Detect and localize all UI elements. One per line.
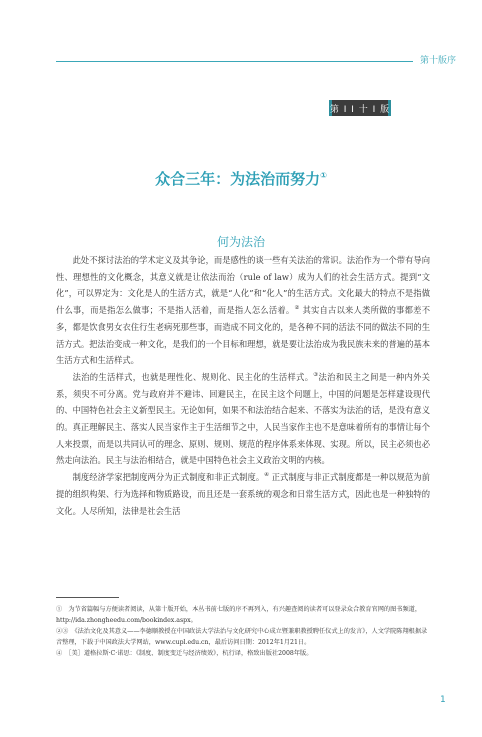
- footnote: ④ ［美］道格拉斯·C·诺思：《制度、制度变迁与经济绩效》，杭行译，格致出版社2008年版。: [56, 650, 313, 657]
- footnote: ① 为节省篇幅与方便读者阅读，从第十版开始，本丛书前七版的序不再列入，有兴趣查阅的读者可以登录众合教育官网的图书频道，http://ida.zhongheedu.com/bookindex.aspx。: [56, 606, 422, 624]
- section-heading: 何为法治: [216, 235, 265, 249]
- paragraph: [56, 252, 430, 369]
- footnote: ②③ 《法治文化及其意义——李德顺教授在中国政法大学法治与文化研究中心成立暨兼职教授聘任仪式上的发言》，人文学院陈翔根据录音整理，下载于中国政法大学网站，www.cupl.edu.cn，最后访问日期：2012年1月21日。: [56, 628, 428, 646]
- footnote-ref: ②: [294, 305, 300, 312]
- chapter-badge-label: 第 Ⅰ Ⅰ 十 Ⅰ 版: [329, 104, 391, 115]
- paragraph-text: 法治的生活样式，也就是理性化、规则化、民主化的生活样式。: [72, 371, 314, 382]
- page-title: [0, 168, 482, 189]
- paragraph-text: 正式制度与非正式制度都是一种以规范为前提的组织构架、行为选择和物质路设，而且还是一套系统的观念和日常生活方式，因此也是一种独特的文化。人尽所知，法律是社会生活: [56, 472, 430, 516]
- title-footnote-mark: ①: [320, 171, 327, 180]
- footnotes: [56, 604, 430, 659]
- footnote-ref: ③: [313, 372, 319, 379]
- page-number: 1: [440, 695, 446, 705]
- paragraph-text: 法治和民主之间是一种内外关系，须臾不可分离。党与政府并不避讳、回避民主，在民主这个问题上，中国的问题是怎样建设现代的、中国特色社会主义新型民主。无论如何，如果不和法治结合起来、不落实为法治的话，是没有意义的。真正理解民主、落实人民当家作主于生活细节之中，人民当家作主也不是意味着所有的事情让每个人来投票，而是以共同认可的理念、原则、规则、规范的程序体系来体现、实现。所以，民主必须也必然走向法治。民主与法治相结合，就是中国特色社会主义政治文明的内核。: [56, 371, 430, 466]
- chapter-badge: [329, 100, 391, 116]
- footnote-ref: ④: [264, 472, 270, 479]
- title-text: 众合三年：为法治而努力: [155, 170, 321, 188]
- header-rule: [56, 61, 413, 62]
- running-header: 第十版序: [420, 56, 457, 66]
- footnote-rule: [56, 597, 119, 598]
- paragraph-text: 制度经济学家把制度两分为正式制度和非正式制度。: [72, 472, 265, 483]
- paragraph: [56, 469, 430, 519]
- body-text: [56, 252, 430, 519]
- paragraph: [56, 369, 430, 469]
- paragraph-text: 其实自古以来人类所做的事都差不多，都是饮食男女衣住行生老病死那些事，而造成不同文化的，是各种不同的活法不同的做法不同的生活方式。把法治变成一种文化，是我们的一个目标和理想，就是要让法治成为我民族未来的普遍的基本生活方式和生活样式。: [56, 305, 430, 366]
- paragraph-text: 此处不探讨法治的学术定义及其争论，而是感性的谈一些有关法治的常识。法治作为一个带有导向性、理想性的文化概念，其意义就是让依法而治（rule of law）成为人们的社会生活方式。提到“文化”，可以界定为：文化是人的生活方式，就是“人化”和“化人”的生活方式。文化最大的特点不是指做什么事，而是指怎么做事；不是指人活着，而是指人怎么活着。: [56, 255, 430, 316]
